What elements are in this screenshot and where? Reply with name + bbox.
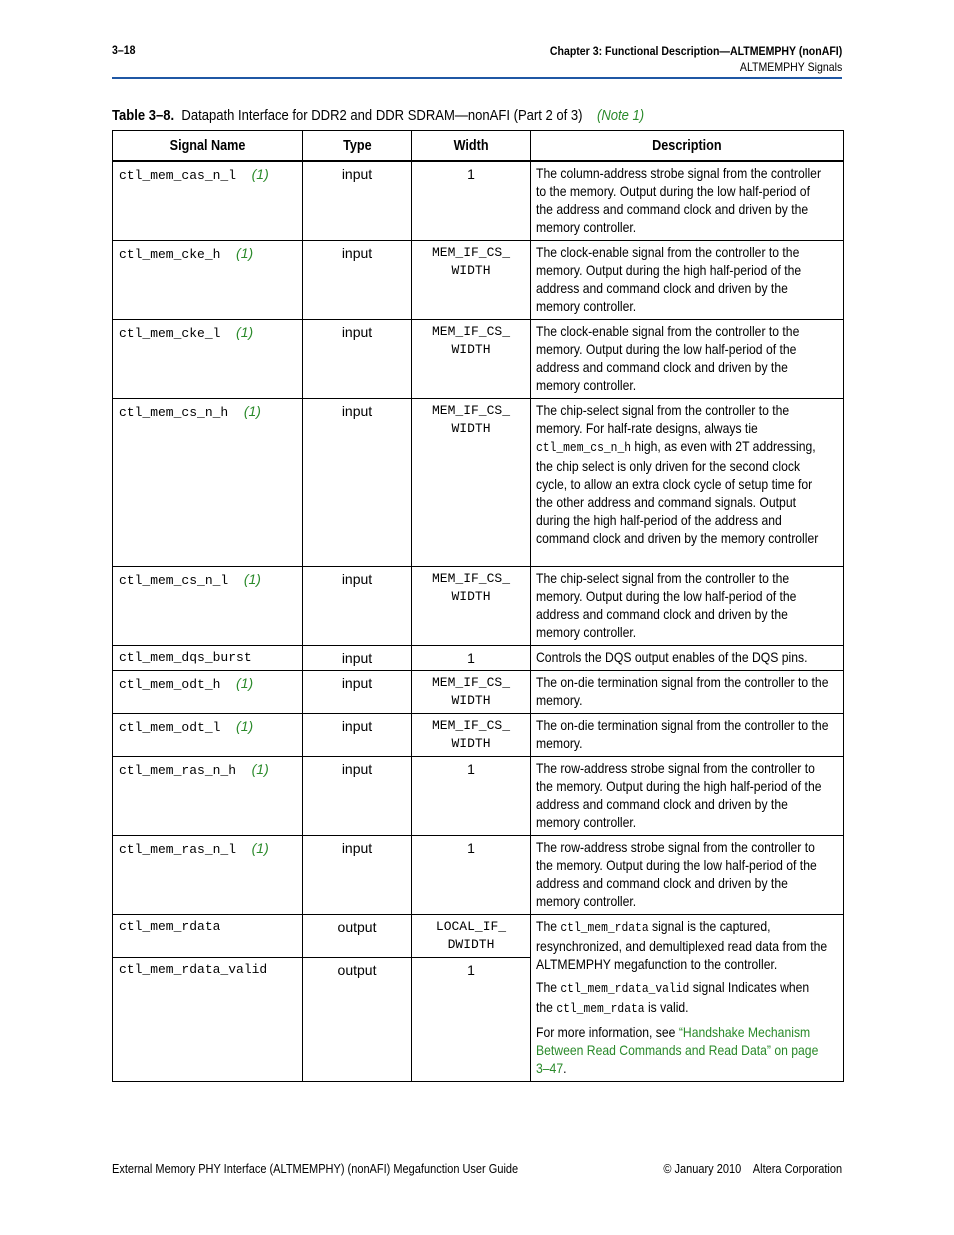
col-type: Type (303, 131, 412, 162)
type-cell: input (303, 646, 412, 671)
type-cell: input (303, 567, 412, 646)
signal-name-cell: ctl_mem_cas_n_l (1) (113, 161, 303, 241)
table-note-link[interactable]: (Note 1) (596, 107, 645, 124)
width-cell: LOCAL_IF_ DWIDTH (412, 915, 531, 958)
type-cell: output (303, 915, 412, 958)
description-cell: The row-address strobe signal from the controller to the memory. Output during the high half-period of the address and command clock and driven by the memory controller. (531, 757, 844, 836)
signal-name-cell: ctl_mem_dqs_burst (113, 646, 303, 671)
table-row (113, 915, 844, 958)
type-cell: output (303, 958, 412, 1082)
chapter-title: Chapter 3: Functional Description—ALTMEMPHY (nonAFI) (549, 44, 842, 58)
description-cell: The ctl_mem_rdata signal is the captured, resynchronized, and demultiplexed read data from the ALTMEMPHY megafunction to the controller. The ctl_mem_rdata_valid signal Indicates when the ctl_mem_rdata is valid. For more information, see “Handshake Mechanism Between Read Commands and Read Data” on page 3–47. (531, 915, 844, 1082)
width-cell: MEM_IF_CS_ WIDTH (412, 320, 531, 399)
signal-name-cell: ctl_mem_ras_n_h (1) (113, 757, 303, 836)
description-cell: Controls the DQS output enables of the DQS pins. (531, 646, 844, 671)
description-cell: The clock-enable signal from the controller to the memory. Output during the high half-period of the address and command clock and driven by the memory controller. (531, 241, 844, 320)
type-cell: input (303, 399, 412, 567)
signal-name-cell: ctl_mem_rdata (113, 915, 303, 958)
width-cell: 1 (412, 646, 531, 671)
page-number: 3–18 (112, 43, 136, 57)
table-title: Datapath Interface for DDR2 and DDR SDRAM—nonAFI (Part 2 of 3) (181, 107, 583, 124)
table-row (113, 241, 844, 320)
type-cell: input (303, 320, 412, 399)
signal-name-cell: ctl_mem_cs_n_l (1) (113, 567, 303, 646)
table-header-row (113, 131, 844, 162)
signal-name-cell: ctl_mem_cke_l (1) (113, 320, 303, 399)
type-cell: input (303, 671, 412, 714)
col-width: Width (412, 131, 531, 162)
width-cell: MEM_IF_CS_ WIDTH (412, 671, 531, 714)
description-cell: The on-die termination signal from the controller to the memory. (531, 714, 844, 757)
table-row (113, 161, 844, 241)
table-row (113, 646, 844, 671)
section-title: ALTMEMPHY Signals (739, 60, 842, 74)
description-cell: The chip-select signal from the controller to the memory. Output during the low half-period of the address and command clock and driven by the memory controller. (531, 567, 844, 646)
width-cell: MEM_IF_CS_ WIDTH (412, 567, 531, 646)
table-label: Table 3–8. (112, 107, 175, 124)
table-row (113, 714, 844, 757)
signal-name-cell: ctl_mem_cke_h (1) (113, 241, 303, 320)
table-caption (112, 107, 644, 124)
signal-name-cell: ctl_mem_rdata_valid (113, 958, 303, 1082)
col-signal-name: Signal Name (113, 131, 303, 162)
description-cell: The clock-enable signal from the controller to the memory. Output during the low half-period of the address and command clock and driven by the memory controller. (531, 320, 844, 399)
width-cell: MEM_IF_CS_ WIDTH (412, 241, 531, 320)
width-cell: 1 (412, 958, 531, 1082)
signal-name-cell: ctl_mem_ras_n_l (1) (113, 836, 303, 915)
footer-copyright: © January 2010 Altera Corporation (663, 1162, 842, 1176)
running-header (550, 43, 842, 75)
width-cell: 1 (412, 836, 531, 915)
signal-name-cell: ctl_mem_odt_h (1) (113, 671, 303, 714)
header-rule (112, 77, 842, 79)
table-row (113, 836, 844, 915)
description-cell: The row-address strobe signal from the controller to the memory. Output during the low half-period of the address and command clock and driven by the memory controller. (531, 836, 844, 915)
type-cell: input (303, 757, 412, 836)
col-description: Description (531, 131, 844, 162)
width-cell: MEM_IF_CS_ WIDTH (412, 714, 531, 757)
signal-name-cell: ctl_mem_odt_l (1) (113, 714, 303, 757)
type-cell: input (303, 161, 412, 241)
width-cell: MEM_IF_CS_ WIDTH (412, 399, 531, 567)
type-cell: input (303, 241, 412, 320)
table-row (113, 320, 844, 399)
signal-name-cell: ctl_mem_cs_n_h (1) (113, 399, 303, 567)
handshake-mechanism-link[interactable]: “Handshake Mechanism Between Read Commands and Read Data” on page 3–47 (536, 1024, 819, 1076)
footer-guide-title: External Memory PHY Interface (ALTMEMPHY) (nonAFI) Megafunction User Guide (112, 1162, 519, 1176)
description-cell: The chip-select signal from the controller to the memory. For half-rate designs, always tie ctl_mem_cs_n_h high, as even with 2T addressing, the chip select is only driven for the second clock cycle, to allow an extra clock cycle of setup time for the other address and command signals. Output during the high half-period of the address and command clock and driven by the memory controller (531, 399, 844, 567)
description-cell: The on-die termination signal from the controller to the memory. (531, 671, 844, 714)
width-cell: 1 (412, 161, 531, 241)
type-cell: input (303, 836, 412, 915)
table-row (113, 671, 844, 714)
table-row (113, 567, 844, 646)
table-row (113, 757, 844, 836)
width-cell: 1 (412, 757, 531, 836)
table-row (113, 399, 844, 567)
description-cell: The column-address strobe signal from the controller to the memory. Output during the low half-period of the address and command clock and driven by the memory controller. (531, 161, 844, 241)
type-cell: input (303, 714, 412, 757)
signal-table (112, 130, 844, 1082)
